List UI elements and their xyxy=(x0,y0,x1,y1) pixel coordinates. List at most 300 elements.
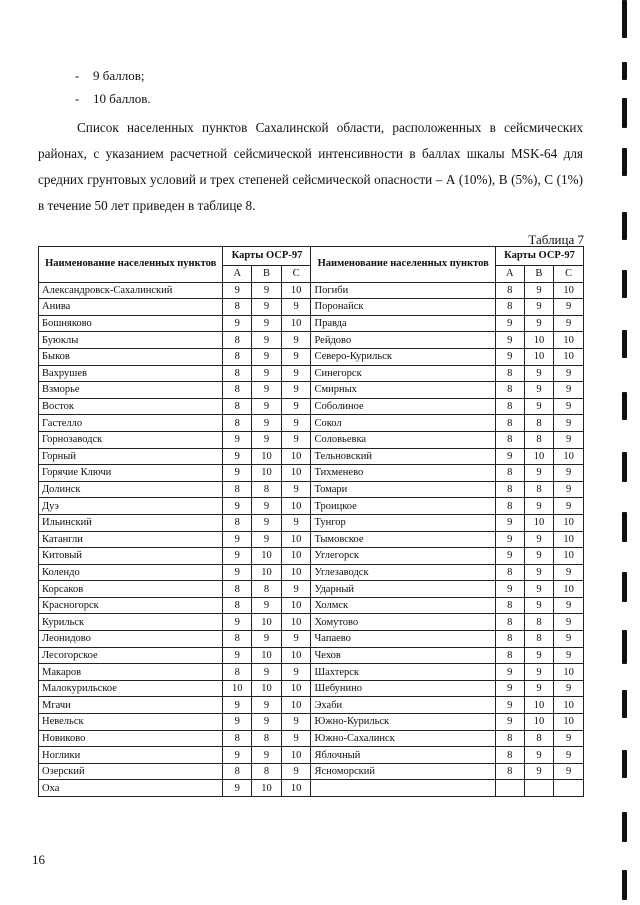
settlement-name-cell: Южно-Курильск xyxy=(311,714,495,731)
value-c-cell: 10 xyxy=(281,465,311,482)
value-b-cell: 8 xyxy=(524,481,554,498)
bullet-text: 9 баллов; xyxy=(93,68,145,83)
value-c-cell: 10 xyxy=(554,282,584,299)
value-b-cell: 10 xyxy=(524,697,554,714)
bullet-list xyxy=(75,64,151,110)
bullet-item xyxy=(75,87,151,110)
settlement-name-cell: Соболиное xyxy=(311,398,495,415)
value-a-cell: 8 xyxy=(495,365,524,382)
value-a-cell: 9 xyxy=(223,747,252,764)
settlement-name-cell: Шебунино xyxy=(311,680,495,697)
value-c-cell: 9 xyxy=(554,498,584,515)
scan-mark xyxy=(622,870,627,900)
subheader-a: A xyxy=(223,265,252,282)
value-b-cell: 9 xyxy=(524,597,554,614)
column-header-maps: Карты ОСР-97 xyxy=(223,247,311,266)
value-c-cell: 9 xyxy=(554,597,584,614)
value-a-cell: 9 xyxy=(495,315,524,332)
value-b-cell: 9 xyxy=(524,382,554,399)
value-c-cell: 9 xyxy=(554,398,584,415)
value-a-cell: 9 xyxy=(223,498,252,515)
settlement-name-cell: Красногорск xyxy=(39,597,223,614)
table-row xyxy=(39,348,584,365)
value-a-cell: 8 xyxy=(223,763,252,780)
value-a-cell: 8 xyxy=(495,647,524,664)
value-b-cell: 9 xyxy=(252,664,282,681)
value-b-cell: 9 xyxy=(524,315,554,332)
value-b-cell: 10 xyxy=(252,548,282,565)
value-a-cell: 8 xyxy=(223,398,252,415)
value-a-cell: 9 xyxy=(223,448,252,465)
settlement-name-cell: Колендо xyxy=(39,564,223,581)
value-c-cell: 10 xyxy=(281,498,311,515)
value-b-cell: 9 xyxy=(524,763,554,780)
table-row xyxy=(39,531,584,548)
value-c-cell: 10 xyxy=(554,332,584,349)
value-b-cell: 9 xyxy=(524,282,554,299)
value-c-cell: 9 xyxy=(281,299,311,316)
settlement-name-cell: Долинск xyxy=(39,481,223,498)
value-b-cell: 10 xyxy=(524,514,554,531)
table-row xyxy=(39,697,584,714)
settlement-name-cell: Яблочный xyxy=(311,747,495,764)
value-c-cell: 9 xyxy=(281,415,311,432)
value-b-cell: 8 xyxy=(252,730,282,747)
value-a-cell: 8 xyxy=(495,763,524,780)
value-c-cell: 9 xyxy=(554,747,584,764)
value-a-cell: 9 xyxy=(223,697,252,714)
value-b-cell: 10 xyxy=(524,348,554,365)
value-b-cell: 9 xyxy=(524,564,554,581)
scan-mark xyxy=(622,212,627,240)
table-row xyxy=(39,747,584,764)
table-row xyxy=(39,680,584,697)
value-a-cell: 8 xyxy=(223,332,252,349)
value-c-cell: 10 xyxy=(554,531,584,548)
value-a-cell: 8 xyxy=(495,730,524,747)
settlement-name-cell xyxy=(311,780,495,797)
value-b-cell: 8 xyxy=(252,481,282,498)
value-c-cell: 9 xyxy=(554,431,584,448)
value-b-cell: 8 xyxy=(524,730,554,747)
settlement-name-cell: Озерский xyxy=(39,763,223,780)
value-c-cell: 9 xyxy=(281,382,311,399)
value-b-cell: 9 xyxy=(252,415,282,432)
settlement-name-cell: Оха xyxy=(39,780,223,797)
value-c-cell: 10 xyxy=(281,697,311,714)
value-b-cell: 9 xyxy=(252,747,282,764)
value-a-cell: 9 xyxy=(223,548,252,565)
table-row xyxy=(39,431,584,448)
subheader-a: A xyxy=(495,265,524,282)
table-row xyxy=(39,481,584,498)
table-row xyxy=(39,614,584,631)
value-b-cell xyxy=(524,780,554,797)
settlement-name-cell: Новиково xyxy=(39,730,223,747)
subheader-b: B xyxy=(252,265,282,282)
value-c-cell: 10 xyxy=(554,514,584,531)
value-c-cell: 10 xyxy=(281,448,311,465)
value-a-cell: 8 xyxy=(495,481,524,498)
value-b-cell: 9 xyxy=(252,697,282,714)
scan-mark xyxy=(622,750,627,778)
value-a-cell: 9 xyxy=(495,332,524,349)
value-a-cell: 8 xyxy=(495,299,524,316)
table-row xyxy=(39,415,584,432)
value-c-cell: 9 xyxy=(554,647,584,664)
value-b-cell: 8 xyxy=(252,581,282,598)
value-a-cell: 8 xyxy=(495,282,524,299)
value-b-cell: 9 xyxy=(252,282,282,299)
settlement-name-cell: Ноглики xyxy=(39,747,223,764)
value-a-cell: 8 xyxy=(495,431,524,448)
scan-mark xyxy=(622,690,627,718)
value-a-cell: 8 xyxy=(223,382,252,399)
value-c-cell: 9 xyxy=(281,631,311,648)
settlement-name-cell: Горячие Ключи xyxy=(39,465,223,482)
value-a-cell: 9 xyxy=(495,448,524,465)
value-c-cell: 9 xyxy=(554,631,584,648)
settlement-name-cell: Тельновский xyxy=(311,448,495,465)
value-b-cell: 10 xyxy=(524,448,554,465)
settlement-name-cell: Смирных xyxy=(311,382,495,399)
settlement-name-cell: Александровск-Сахалинский xyxy=(39,282,223,299)
settlement-name-cell: Ильинский xyxy=(39,514,223,531)
table-row xyxy=(39,315,584,332)
value-b-cell: 10 xyxy=(524,332,554,349)
value-a-cell: 9 xyxy=(495,664,524,681)
value-b-cell: 9 xyxy=(252,299,282,316)
value-b-cell: 9 xyxy=(524,747,554,764)
settlement-name-cell: Взморье xyxy=(39,382,223,399)
value-b-cell: 9 xyxy=(252,315,282,332)
value-b-cell: 10 xyxy=(252,614,282,631)
scan-mark xyxy=(622,452,627,482)
value-c-cell: 9 xyxy=(281,365,311,382)
value-a-cell: 8 xyxy=(223,348,252,365)
value-c-cell: 10 xyxy=(281,597,311,614)
settlement-name-cell: Углезаводск xyxy=(311,564,495,581)
subheader-b: B xyxy=(524,265,554,282)
value-b-cell: 9 xyxy=(524,548,554,565)
settlement-name-cell: Тунгор xyxy=(311,514,495,531)
settlement-name-cell: Дуэ xyxy=(39,498,223,515)
settlement-name-cell: Чехов xyxy=(311,647,495,664)
value-c-cell: 10 xyxy=(281,647,311,664)
value-c-cell: 9 xyxy=(554,299,584,316)
settlement-name-cell: Синегорск xyxy=(311,365,495,382)
table-row xyxy=(39,597,584,614)
value-c-cell: 9 xyxy=(554,730,584,747)
value-b-cell: 9 xyxy=(252,431,282,448)
settlement-name-cell: Шахтерск xyxy=(311,664,495,681)
value-a-cell: 8 xyxy=(495,631,524,648)
value-b-cell: 9 xyxy=(524,581,554,598)
settlement-name-cell: Бошняково xyxy=(39,315,223,332)
value-a-cell: 8 xyxy=(223,514,252,531)
settlement-name-cell: Погиби xyxy=(311,282,495,299)
value-b-cell: 8 xyxy=(524,631,554,648)
value-b-cell: 10 xyxy=(252,647,282,664)
table-row xyxy=(39,465,584,482)
bullet-marker: - xyxy=(75,68,80,83)
value-c-cell: 9 xyxy=(554,481,584,498)
value-a-cell: 9 xyxy=(223,531,252,548)
value-a-cell: 9 xyxy=(223,564,252,581)
value-b-cell: 10 xyxy=(252,448,282,465)
value-c-cell: 9 xyxy=(554,564,584,581)
settlement-name-cell: Ясноморский xyxy=(311,763,495,780)
value-a-cell: 9 xyxy=(495,514,524,531)
settlement-name-cell: Эхаби xyxy=(311,697,495,714)
settlement-name-cell: Хомутово xyxy=(311,614,495,631)
table-row xyxy=(39,664,584,681)
table-row xyxy=(39,564,584,581)
settlement-name-cell: Ударный xyxy=(311,581,495,598)
value-a-cell: 9 xyxy=(223,647,252,664)
value-c-cell: 10 xyxy=(281,747,311,764)
value-b-cell: 9 xyxy=(524,531,554,548)
value-a-cell: 8 xyxy=(223,481,252,498)
value-a-cell: 8 xyxy=(495,597,524,614)
value-a-cell: 9 xyxy=(223,780,252,797)
settlement-name-cell: Макаров xyxy=(39,664,223,681)
value-b-cell: 9 xyxy=(252,398,282,415)
settlement-name-cell: Анива xyxy=(39,299,223,316)
value-c-cell: 10 xyxy=(281,315,311,332)
value-c-cell: 9 xyxy=(281,332,311,349)
bullet-item xyxy=(75,64,151,87)
scan-mark xyxy=(622,812,627,842)
table-row xyxy=(39,299,584,316)
value-c-cell: 9 xyxy=(554,614,584,631)
settlement-name-cell: Корсаков xyxy=(39,581,223,598)
bullet-marker: - xyxy=(75,91,80,106)
value-b-cell: 9 xyxy=(524,465,554,482)
scan-mark xyxy=(622,270,627,298)
table-row xyxy=(39,581,584,598)
value-a-cell: 8 xyxy=(223,365,252,382)
value-b-cell: 9 xyxy=(524,664,554,681)
scan-mark xyxy=(622,148,627,176)
value-c-cell: 10 xyxy=(281,564,311,581)
value-c-cell: 9 xyxy=(281,481,311,498)
value-a-cell: 9 xyxy=(495,581,524,598)
value-a-cell: 9 xyxy=(223,465,252,482)
intro-paragraph: Список населенных пунктов Сахалинской области, расположенных в сейсмических районах, с указанием расчетной сейсмической интенсивности в баллах шкалы MSK-64 для средних грунтовых условий и трех степеней сейсмической опасности – А (10%), В (5%), С (1%) в течение 50 лет приведен в таблице 8. xyxy=(38,120,583,213)
settlement-name-cell: Мгачи xyxy=(39,697,223,714)
settlement-name-cell: Катангли xyxy=(39,531,223,548)
table-row xyxy=(39,714,584,731)
settlement-name-cell: Курильск xyxy=(39,614,223,631)
value-b-cell: 9 xyxy=(252,348,282,365)
settlement-name-cell: Лесогорское xyxy=(39,647,223,664)
value-b-cell: 8 xyxy=(524,431,554,448)
value-c-cell: 9 xyxy=(281,398,311,415)
scan-mark xyxy=(622,330,627,358)
scan-mark xyxy=(622,512,627,542)
value-a-cell: 8 xyxy=(495,747,524,764)
value-c-cell: 9 xyxy=(554,465,584,482)
value-b-cell: 9 xyxy=(524,299,554,316)
value-c-cell: 9 xyxy=(554,763,584,780)
value-c-cell: 10 xyxy=(281,780,311,797)
settlement-name-cell: Правда xyxy=(311,315,495,332)
value-c-cell: 9 xyxy=(281,763,311,780)
value-b-cell: 10 xyxy=(252,465,282,482)
table-row xyxy=(39,498,584,515)
value-a-cell: 9 xyxy=(223,614,252,631)
settlement-name-cell: Соловьевка xyxy=(311,431,495,448)
settlement-name-cell: Сокол xyxy=(311,415,495,432)
value-a-cell: 8 xyxy=(223,730,252,747)
scan-mark xyxy=(622,572,627,602)
value-c-cell xyxy=(554,780,584,797)
value-c-cell: 9 xyxy=(281,664,311,681)
value-b-cell: 9 xyxy=(252,597,282,614)
value-b-cell: 9 xyxy=(524,647,554,664)
table-row xyxy=(39,382,584,399)
table-row xyxy=(39,332,584,349)
value-a-cell: 9 xyxy=(223,282,252,299)
settlement-name-cell: Гастелло xyxy=(39,415,223,432)
value-c-cell: 10 xyxy=(554,664,584,681)
value-c-cell: 10 xyxy=(554,581,584,598)
settlement-name-cell: Тымовское xyxy=(311,531,495,548)
scan-mark xyxy=(622,0,627,38)
value-b-cell: 8 xyxy=(252,763,282,780)
settlement-name-cell: Чапаево xyxy=(311,631,495,648)
value-b-cell: 9 xyxy=(252,531,282,548)
value-c-cell: 10 xyxy=(554,714,584,731)
settlement-name-cell: Быков xyxy=(39,348,223,365)
value-b-cell: 9 xyxy=(252,514,282,531)
settlement-name-cell: Восток xyxy=(39,398,223,415)
value-c-cell: 9 xyxy=(554,680,584,697)
scan-mark xyxy=(622,392,627,420)
subheader-c: C xyxy=(281,265,311,282)
value-a-cell: 9 xyxy=(495,531,524,548)
value-a-cell: 8 xyxy=(495,614,524,631)
value-c-cell: 9 xyxy=(554,415,584,432)
settlement-name-cell: Рейдово xyxy=(311,332,495,349)
value-a-cell: 8 xyxy=(495,564,524,581)
settlement-name-cell: Тихменево xyxy=(311,465,495,482)
value-c-cell: 10 xyxy=(281,282,311,299)
value-c-cell: 9 xyxy=(281,581,311,598)
value-c-cell: 9 xyxy=(281,514,311,531)
table-row xyxy=(39,780,584,797)
value-c-cell: 9 xyxy=(281,714,311,731)
settlement-name-cell: Китовый xyxy=(39,548,223,565)
scan-mark xyxy=(622,98,627,128)
value-a-cell: 9 xyxy=(495,680,524,697)
value-a-cell: 9 xyxy=(495,548,524,565)
value-b-cell: 9 xyxy=(252,365,282,382)
value-a-cell: 8 xyxy=(223,597,252,614)
value-c-cell: 10 xyxy=(554,348,584,365)
value-a-cell xyxy=(495,780,524,797)
value-a-cell: 8 xyxy=(223,581,252,598)
value-a-cell: 9 xyxy=(495,348,524,365)
column-header-name: Наименование населенных пунктов xyxy=(39,247,223,283)
value-b-cell: 9 xyxy=(524,398,554,415)
value-c-cell: 10 xyxy=(281,614,311,631)
table-row xyxy=(39,514,584,531)
table-row xyxy=(39,548,584,565)
settlement-name-cell: Северо-Курильск xyxy=(311,348,495,365)
table-row xyxy=(39,647,584,664)
value-a-cell: 8 xyxy=(495,498,524,515)
value-b-cell: 8 xyxy=(524,415,554,432)
settlement-name-cell: Углегорск xyxy=(311,548,495,565)
table-row xyxy=(39,763,584,780)
value-c-cell: 10 xyxy=(281,680,311,697)
value-c-cell: 9 xyxy=(281,730,311,747)
value-c-cell: 9 xyxy=(554,315,584,332)
value-a-cell: 9 xyxy=(223,431,252,448)
value-c-cell: 10 xyxy=(281,531,311,548)
value-a-cell: 8 xyxy=(495,465,524,482)
bullet-text: 10 баллов. xyxy=(93,91,151,106)
table-caption: Таблица 7 xyxy=(528,232,584,247)
value-a-cell: 10 xyxy=(223,680,252,697)
value-b-cell: 9 xyxy=(252,382,282,399)
value-a-cell: 9 xyxy=(495,714,524,731)
value-a-cell: 9 xyxy=(223,315,252,332)
settlement-name-cell: Невельск xyxy=(39,714,223,731)
settlement-name-cell: Холмск xyxy=(311,597,495,614)
value-b-cell: 9 xyxy=(252,332,282,349)
column-header-maps: Карты ОСР-97 xyxy=(495,247,583,266)
settlement-name-cell: Вахрушев xyxy=(39,365,223,382)
value-b-cell: 9 xyxy=(252,498,282,515)
value-c-cell: 9 xyxy=(281,348,311,365)
value-a-cell: 9 xyxy=(223,714,252,731)
value-a-cell: 8 xyxy=(223,631,252,648)
settlement-name-cell: Горный xyxy=(39,448,223,465)
value-b-cell: 10 xyxy=(252,564,282,581)
settlement-name-cell: Горнозаводск xyxy=(39,431,223,448)
table-row xyxy=(39,730,584,747)
table-row xyxy=(39,282,584,299)
value-a-cell: 8 xyxy=(223,415,252,432)
table-row xyxy=(39,398,584,415)
column-header-name: Наименование населенных пунктов xyxy=(311,247,495,283)
value-b-cell: 10 xyxy=(252,680,282,697)
settlement-name-cell: Томари xyxy=(311,481,495,498)
settlement-name-cell: Буюклы xyxy=(39,332,223,349)
scan-mark xyxy=(622,62,627,80)
table-row xyxy=(39,365,584,382)
value-a-cell: 8 xyxy=(495,382,524,399)
table-row xyxy=(39,631,584,648)
value-b-cell: 9 xyxy=(524,365,554,382)
value-a-cell: 9 xyxy=(495,697,524,714)
value-a-cell: 8 xyxy=(495,415,524,432)
settlement-name-cell: Леонидово xyxy=(39,631,223,648)
settlement-name-cell: Поронайск xyxy=(311,299,495,316)
settlement-name-cell: Троицкое xyxy=(311,498,495,515)
value-b-cell: 8 xyxy=(524,614,554,631)
value-c-cell: 10 xyxy=(554,448,584,465)
value-c-cell: 10 xyxy=(554,697,584,714)
value-b-cell: 9 xyxy=(252,631,282,648)
subheader-c: C xyxy=(554,265,584,282)
value-b-cell: 10 xyxy=(252,780,282,797)
value-c-cell: 9 xyxy=(281,431,311,448)
value-a-cell: 8 xyxy=(495,398,524,415)
